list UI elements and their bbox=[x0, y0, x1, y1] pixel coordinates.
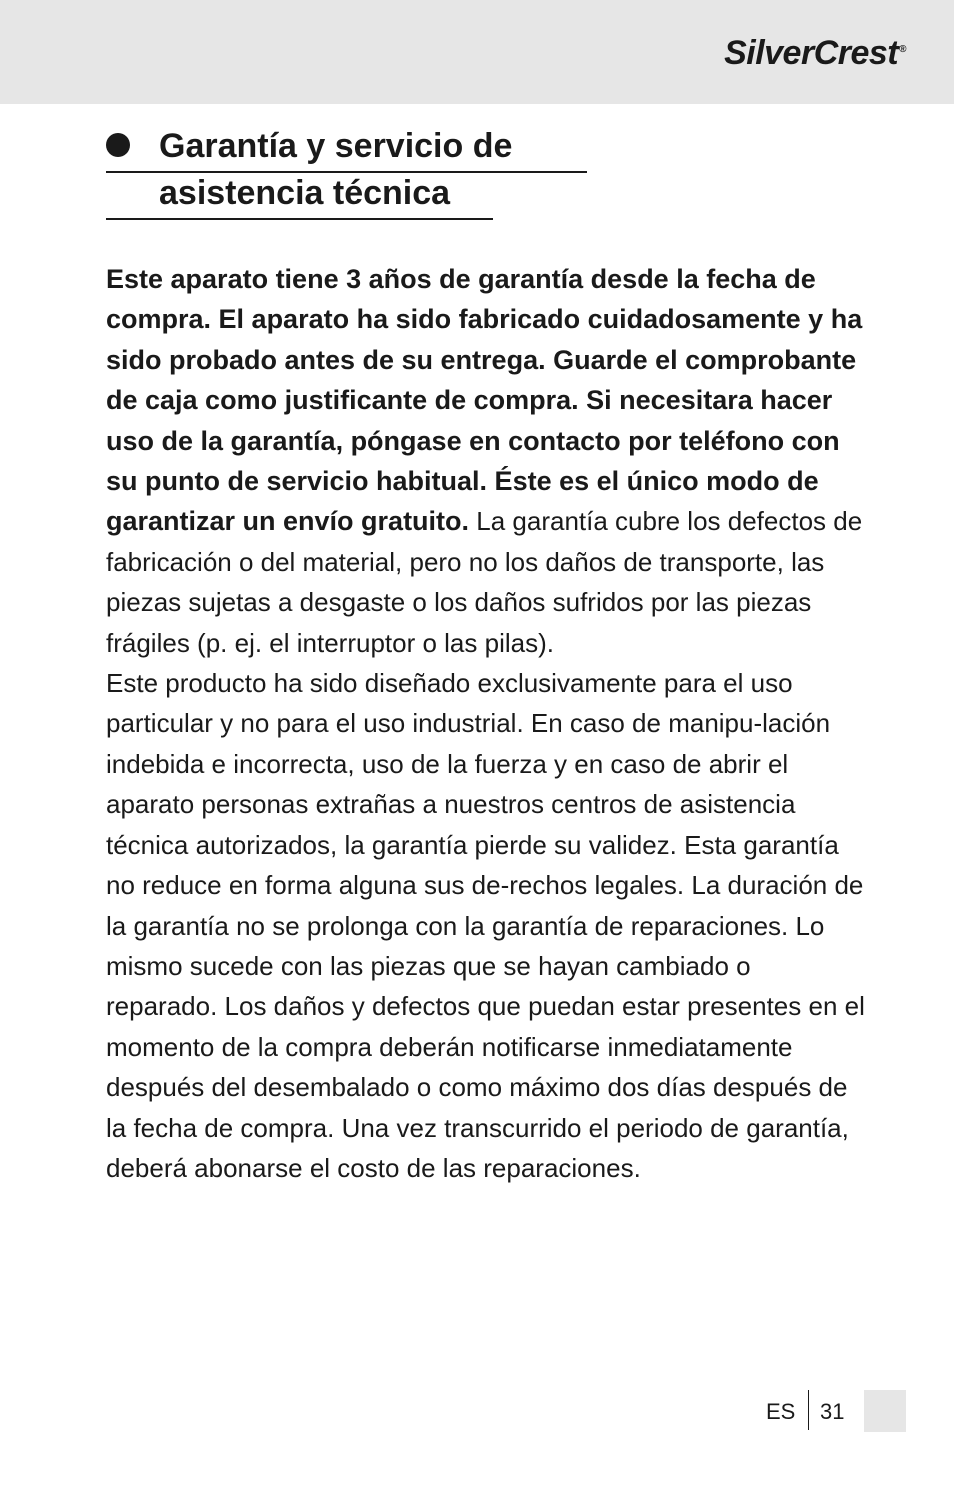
page-footer bbox=[0, 1390, 954, 1434]
brand-name: SilverCrest bbox=[724, 34, 899, 72]
warranty-paragraph-1 bbox=[106, 259, 866, 663]
warranty-paragraph-1-rest: La garantía cubre los defectos de fabricación o del material, pero no los daños de transporte, las piezas sujetas a desgaste o los daños sufridos por las piezas frágiles (p. ej. el interruptor o las pilas). bbox=[106, 506, 863, 658]
section-heading-line-1: Garantía y servicio de bbox=[159, 127, 513, 165]
registered-mark: ® bbox=[899, 43, 906, 55]
footer-tab-marker bbox=[864, 1390, 906, 1432]
header-band bbox=[0, 0, 954, 104]
warranty-body bbox=[106, 259, 866, 1188]
section-heading-line-2: asistencia técnica bbox=[159, 174, 451, 212]
warranty-paragraph-2: Este producto ha sido diseñado exclusivamente para el uso particular y no para el uso industrial. En caso de manipu-lación indebida e incorrecta, uso de la fuerza y en caso de abrir el aparato personas extrañas a nuestros centros de asistencia técnica autorizados, la garantía pierde su validez. Esta garantía no reduce en forma alguna sus de-rechos legales. La duración de la garantía no se prolonga con la garantía de reparaciones. Lo mismo sucede con las piezas que se hayan cambiado o reparado. Los daños y defectos que puedan estar presentes en el momento de la compra deberán notificarse inmediatamente después del desembalado o como máximo dos días después de la fecha de compra. Una vez transcurrido el periodo de garantía, deberá abonarse el costo de las reparaciones. bbox=[106, 668, 865, 1183]
heading-underline-2 bbox=[106, 218, 493, 220]
footer-divider bbox=[808, 1390, 809, 1430]
section-bullet-icon bbox=[106, 133, 130, 157]
brand-logo bbox=[724, 36, 906, 70]
footer-page-number: 31 bbox=[820, 1399, 845, 1424]
warranty-bold-intro: Este aparato tiene 3 años de garantía desde la fecha de compra. El aparato ha sido fabricado cuidadosamente y ha sido probado antes de su entrega. Guarde el comprobante de caja como justificante de compra. Si necesitara hacer uso de la garantía, póngase en contacto por teléfono con su punto de servicio habitual. Éste es el único modo de garantizar un envío gratuito. bbox=[106, 264, 863, 537]
footer-language: ES bbox=[766, 1399, 796, 1424]
